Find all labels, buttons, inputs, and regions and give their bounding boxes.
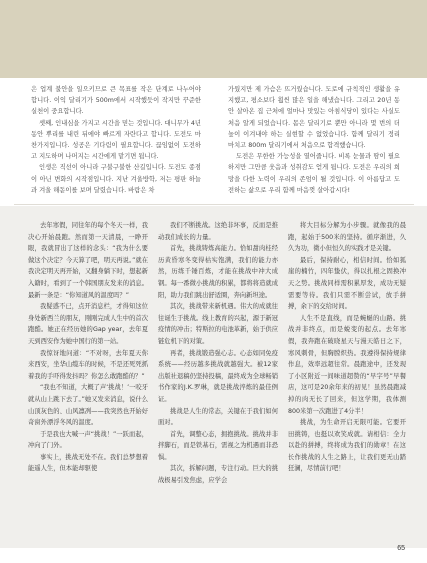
- korean-paragraph: 셋째, 인내심을 가지고 시간을 믿는 것입니다. 대니무가 4년 동안 뿌리를 내린 뒤에야 빠르게 자란다고 합니다. 도전도 마찬가지입니다. 성공은 기다림이 필요합니다. 끊임없이 도전하고 지도하며 나머지는 시간에게 맡기면 됩니다.: [31, 119, 201, 161]
- chinese-paragraph: 最后，保持耐心，相信时间。恰如狐崖的楠竹，四年蛰伏，得以扎根之固换冲天之势。挑战同样需积累厚发，成功无疑需要等待。我们只需不断尝试，放手拼搏，余下的交给时间。: [288, 256, 406, 311]
- chinese-paragraph: 事实上，挑战无处不在。我们总梦想着能遥人生，但本能却驱使: [28, 453, 148, 473]
- chinese-paragraph: 去年寒假，同往年的每个冬天一样，我决心开始晨跑。然而第一天清晨，一睁开眼，我就冒出了这样的念头：“我为什么要做这个决定？今天算了吧，明天再说。”就在我决定明天再开始，又翻身躺下时，想起新入籍时，看到了一个韩国朋友发来的消息。最新一条是：“你知道风的温度吗？”: [28, 222, 148, 299]
- chinese-column-2: [158, 220, 278, 487]
- chinese-paragraph: 再者，挑战锻造强心志。心态如同免疫系统——经历越多挑战就越强大。被12家出版社退稿仍坚持投稿，最终成为全球畅销书作家的J.K.罗琳，就是挑战淬炼的最佳例证。: [158, 349, 278, 403]
- decorative-top-band: [0, 0, 427, 78]
- korean-paragraph: 도전은 무한한 가능성을 열어줍니다. 비록 눈물과 땀이 필요하지만 그만큼 웃음과 성취감도 얻게 됩니다. 도전은 우리의 희망을 다한 노력이 우리의 존엄이 될 것입니다. 이 아름답고 도전하는 삶으로 우리 함께 마음껏 살아갑시다!: [228, 153, 400, 194]
- chinese-paragraph: “我也不知道，大概了声‘挑战！’一咬牙就从山上跳下去了。”她又发来消息，说什么山顶灰色的、山风凛冽——我突然也开始好奇窗外漂浮冬风的温度。: [28, 384, 149, 427]
- chinese-paragraph: 首先，挑战铸炼高能力。恰如甜肉桂经历黄昏寒冬变得枯实饱满，我们的能力亦然，历练千锤百炼，才能在挑战中冲大成钢。每一番微小挑战的积累，都将将造就成阳，助力我们跳出舒适圈，奔向新坦途。: [158, 245, 278, 299]
- korean-paragraph: 가웠지만 제 가슴은 뜨거웠습니다. 도로에 규칙적인 생활을 유지했고, 평소보다 훨씬 많은 일을 해냈습니다. 그리고 20년 동안 살아온 집 근처에 얼마나 맛있는 아침식당이 있다는 사실도 처음 알게 되었습니다. 몸은 달리기로 뿐만 아니라 몇 번의 더 높이 이겨내야 하는 실현할 수 없었습니다. 함께 달리기 정리 마치고 800m 달리기에서 처음으로 합격했습니다.: [228, 86, 400, 150]
- korean-column-left: [31, 84, 201, 196]
- chinese-paragraph: 将大目标分解为小步骤。就像我的晨跑，起始于500米的坚持。循序渐进，久久为功，微小但恒久的实践才是关键。: [288, 222, 406, 253]
- chinese-paragraph: 于是我也大喊一声“挑战！”一跃而起，冲向了门外。: [28, 430, 148, 450]
- chinese-paragraph: 首先，调整心态，拥抱挑战。挑战并非拌脚石，而是铁基石，需视之为机遇而非恐惧。: [158, 430, 278, 461]
- korean-column-right: [228, 84, 400, 196]
- chinese-paragraph: 挑战，为生命开启无限可能。它要开田挑铸，也挺以欢笑成就。请相信：全力以赴的拼搏，终将成为我们的勋章！在这长作挑战的人生之路上，让我们更无山踏狂澜，尽情前行吧！: [288, 419, 406, 473]
- chinese-paragraph: 其次，挑战带来新机遇。伟大的成就往往诞生于挑战。线上教育的兴起，源于新冠疫情的冲击；特斯拉的电池革新，始于供应链危机下的对策。: [158, 303, 278, 345]
- chinese-column-1: [28, 220, 148, 475]
- korean-paragraph: 은 업계 불안을 일으키므로 큰 목표를 작은 단계로 나누어야 합니다. 이익 달리기가 500m에서 시작했듯이 작지만 꾸준한 실천이 중요합니다.: [31, 86, 201, 116]
- chinese-paragraph: 人生不是直线，而是蜿蜒的山路。挑战并非终点，而是蜕变的起点。去年寒假，我奔跑在破晓星天与漫天皓日之下，寒风刺骨，但胸膛炽热。我遵得保持规律作息，效率远超往常。晨跑途中，还发现了小区附近一间味道超赞的“早字号”早餐店，这可是20余年来的初见！虽然晨跑减掉的肉无长了回来，但这学期，我体测800米第一次跑进了4分半！: [288, 314, 406, 415]
- korean-text-section: [0, 78, 427, 202]
- chinese-paragraph: 我疑惑不已，点开消息栏，才得知这位身处新西兰的朋友，刚刚完成人生中的首次跑酷。她正在经历她的Gap year，去年夏天到西安作为她中国行的第一站。: [28, 303, 148, 345]
- page-number: 65: [397, 545, 405, 552]
- chinese-text-section: [0, 206, 427, 548]
- section-divider: [14, 204, 414, 205]
- chinese-paragraph: 挑战是人生的常态，关键在于我们如何面对。: [158, 407, 278, 427]
- chinese-column-3: [288, 220, 406, 475]
- chinese-paragraph: 我惊讶地问道：“不对呀，去年夏天你来西安，坐华山缆车的时候，不是还死死抓着我的手吓得发抖吗？你怎么敢跑酷的？”: [28, 349, 148, 380]
- korean-paragraph: 인생은 직선이 아니라 구불구불한 산길입니다. 도전도 종점이 아닌 변화의 시작점입니다. 지난 겨울방학, 저는 평판 하늘과 겨울 해돋이를 보며 달렸습니다. 바람은 차: [31, 164, 201, 194]
- chinese-paragraph: 我们不断挑战。这绝非坏事，反而是推动我们成长的力量。: [158, 222, 278, 241]
- chinese-paragraph: 其次，拆解问题，专注行动。巨大的挑战极易引发焦虑，应学会: [158, 465, 278, 485]
